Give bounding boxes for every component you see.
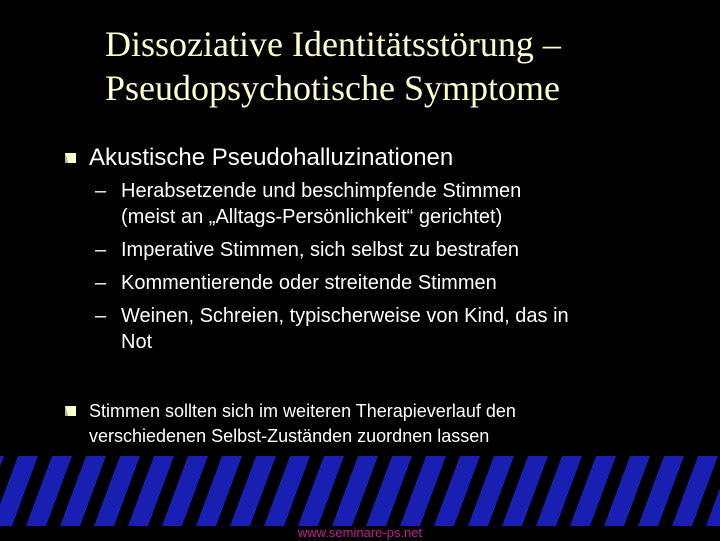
bullet-line: Stimmen sollten sich im weiteren Therapieverlauf den	[89, 401, 516, 421]
bullet-text: Akustische Pseudohalluzinationen	[89, 144, 454, 171]
dash-marker: –	[95, 239, 107, 261]
slide-title	[105, 22, 705, 110]
sub-bullet-line: Herabsetzende und beschimpfende Stimmen	[121, 180, 522, 202]
diamond-bullet-icon	[64, 152, 77, 164]
sub-bullet-line: Kommentierende oder streitende Stimmen	[121, 272, 497, 294]
sub-bullet-item	[95, 178, 695, 230]
bullet-text	[89, 399, 516, 449]
dash-marker: –	[95, 305, 107, 327]
sub-bullet-line: Imperative Stimmen, sich selbst zu bestrafen	[121, 239, 519, 261]
sub-bullet-line: Weinen, Schreien, typischerweise von Kind, das in	[121, 305, 569, 327]
footer-url: www.seminare-ps.net	[297, 525, 423, 540]
sub-bullet-item	[95, 237, 695, 263]
slide-title-line: Pseudopsychotische Symptome	[105, 68, 560, 108]
sub-bullet-item	[95, 303, 695, 355]
diamond-bullet-icon	[64, 405, 77, 417]
slide-title-line: Dissoziative Identitätsstörung –	[105, 24, 561, 64]
sub-bullet-line: (meist an „Alltags-Persönlichkeit“ gerichtet)	[121, 206, 503, 228]
dash-marker: –	[95, 180, 107, 202]
decorative-stripe-band	[0, 456, 720, 526]
sub-bullet-item	[95, 270, 695, 296]
sub-bullet-line: Not	[121, 331, 153, 353]
sub-bullet-list	[95, 178, 695, 362]
bullet-line: verschiedenen Selbst-Zuständen zuordnen lassen	[89, 426, 490, 446]
dash-marker: –	[95, 272, 107, 294]
